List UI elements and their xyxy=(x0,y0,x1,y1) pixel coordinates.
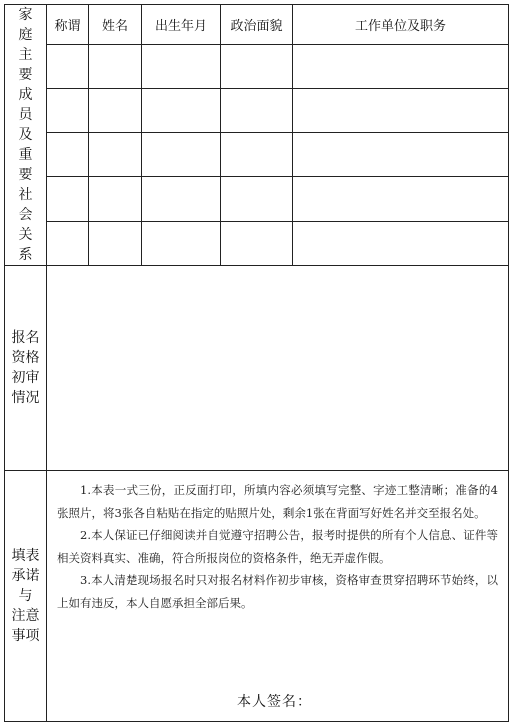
family-label-char-9: 要 xyxy=(18,167,33,183)
family-label-char-4: 要 xyxy=(18,67,33,83)
family-member-row xyxy=(5,88,509,132)
family-member-cell[interactable] xyxy=(47,177,89,221)
family-member-cell[interactable] xyxy=(293,177,509,221)
review-label-line-4: 情况 xyxy=(11,390,40,406)
family-member-cell[interactable] xyxy=(293,44,509,88)
family-member-cell[interactable] xyxy=(89,44,142,88)
family-label-char-7: 及 xyxy=(18,127,33,143)
signature-label: 本人签名： xyxy=(237,694,312,710)
notes-label-line-1: 填表 xyxy=(11,548,40,564)
family-label-char-1: 家 xyxy=(18,7,33,23)
review-section-label xyxy=(5,266,47,471)
family-member-cell[interactable] xyxy=(47,44,89,88)
notes-paragraph-2: 2.本人保证已仔细阅读并自觉遵守招聘公告，报考时提供的所有个人信息、证件等相关资料真实、准确，符合所报岗位的资格条件，绝无弄虚作假。 xyxy=(57,528,498,565)
family-label-char-12: 关 xyxy=(18,227,33,243)
family-member-cell[interactable] xyxy=(47,133,89,177)
family-label-char-2: 庭 xyxy=(18,27,33,43)
family-member-cell[interactable] xyxy=(293,221,509,265)
notes-label-line-3: 与 xyxy=(18,588,33,604)
family-label-char-6: 员 xyxy=(18,107,33,123)
family-member-cell[interactable] xyxy=(89,221,142,265)
family-member-cell[interactable] xyxy=(142,177,221,221)
notes-text xyxy=(57,479,498,614)
family-section-label xyxy=(5,5,47,266)
family-member-cell[interactable] xyxy=(221,221,293,265)
family-member-cell[interactable] xyxy=(142,88,221,132)
family-member-cell[interactable] xyxy=(221,133,293,177)
notes-paragraph-1: 1.本表一式三份，正反面打印，所填内容必须填写完整、字迹工整清晰；准备的4张照片，将3张各自粘贴在指定的贴照片处，剩余1张在背面写好姓名并交至报名处。 xyxy=(57,483,498,520)
family-member-cell[interactable] xyxy=(221,88,293,132)
family-label-char-13: 系 xyxy=(18,247,33,263)
family-member-cell[interactable] xyxy=(293,88,509,132)
family-label-char-8: 重 xyxy=(18,147,33,163)
family-member-cell[interactable] xyxy=(142,44,221,88)
notes-label-line-5: 事项 xyxy=(11,628,40,644)
family-member-row xyxy=(5,221,509,265)
notes-label-line-4: 注意 xyxy=(11,608,40,624)
family-member-cell[interactable] xyxy=(221,177,293,221)
family-label-char-5: 成 xyxy=(18,87,33,103)
family-member-cell[interactable] xyxy=(47,88,89,132)
family-member-row xyxy=(5,177,509,221)
review-label-line-2: 资格 xyxy=(11,350,40,366)
review-label-line-3: 初审 xyxy=(11,370,40,386)
family-member-cell[interactable] xyxy=(47,221,89,265)
family-label-char-11: 会 xyxy=(18,207,33,223)
family-member-row xyxy=(5,133,509,177)
notes-section-label xyxy=(5,471,47,722)
review-content-cell[interactable] xyxy=(47,266,509,471)
notes-content-cell xyxy=(47,471,509,722)
registration-form-sheet xyxy=(4,4,508,710)
col-header-name: 姓名 xyxy=(89,5,142,45)
notes-paragraph-3: 3.本人清楚现场报名时只对报名材料作初步审核，资格审查贯穿招聘环节始终，以上如有违反，本人自愿承担全部后果。 xyxy=(57,573,498,610)
col-header-birth: 出生年月 xyxy=(142,5,221,45)
notes-label-line-2: 承诺 xyxy=(11,568,40,584)
col-header-workplace-position: 工作单位及职务 xyxy=(293,5,509,45)
col-header-political-status: 政治面貌 xyxy=(221,5,293,45)
family-label-char-3: 主 xyxy=(18,47,33,63)
family-member-cell[interactable] xyxy=(293,133,509,177)
family-member-cell[interactable] xyxy=(89,177,142,221)
family-member-cell[interactable] xyxy=(142,133,221,177)
registration-form-table xyxy=(4,4,509,722)
family-member-cell[interactable] xyxy=(142,221,221,265)
family-member-row xyxy=(5,44,509,88)
review-label-line-1: 报名 xyxy=(11,330,40,346)
family-member-cell[interactable] xyxy=(221,44,293,88)
family-member-cell[interactable] xyxy=(89,133,142,177)
family-member-cell[interactable] xyxy=(89,88,142,132)
col-header-relation: 称谓 xyxy=(47,5,89,45)
family-label-char-10: 社 xyxy=(18,187,33,203)
